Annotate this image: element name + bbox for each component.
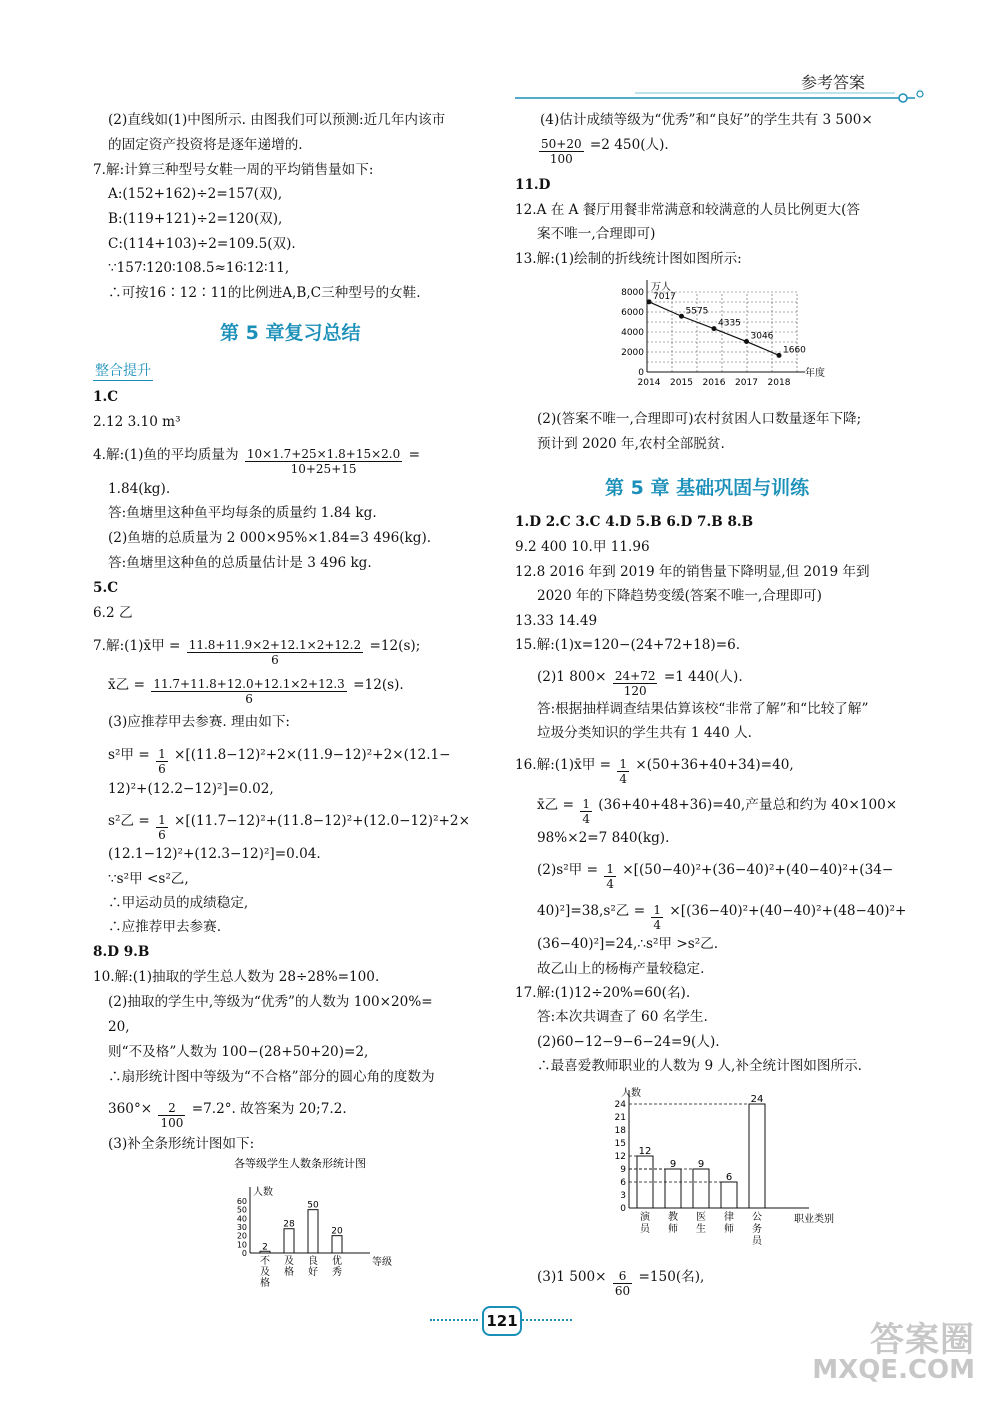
text-line: 1.C	[93, 389, 119, 405]
category-label: 律	[724, 1212, 734, 1223]
x-tick-label: 2018	[767, 378, 791, 388]
text-line: 13.33 14.49	[515, 613, 598, 629]
bar	[332, 1236, 342, 1253]
fraction: $\frac{10\times 1.7+25\times 1.8+15\times 2.0}{10+25+15}$	[246, 447, 401, 476]
text-line: 10.解:(1)抽取的学生总人数为 28÷28%=100.	[93, 969, 380, 985]
formula-line: $\frac{50+20}{100}$ =2 450(人).	[541, 137, 669, 166]
formula-line: 4.解:(1)鱼的平均质量为 $\frac{10\times 1.7+25\times 1.8+15\times 2.0}{10+25+15}$ =	[93, 447, 420, 476]
data-label: 7017	[653, 291, 676, 302]
text-line: 则“不及格”人数为 100−(28+50+20)=2,	[108, 1044, 369, 1060]
text-line: (2)直线如(1)中图所示. 由图我们可以预测:近几年内该市	[108, 112, 446, 128]
fraction: $\frac{1}{4}$	[606, 862, 614, 891]
text-line: 2.12 3.10 m³	[93, 414, 181, 430]
formula-line: s²甲 = $\frac{1}{6}$ ×[(11.8−12)²+2×(11.9−12)²+2×(12.1−	[108, 747, 451, 776]
y-axis-label: 人数	[621, 1088, 641, 1099]
text-line: ∴应推荐甲去参赛.	[108, 919, 222, 935]
category-label: 员	[752, 1236, 762, 1247]
x-tick-label: 2015	[670, 378, 693, 388]
text-line: 案不唯一,合理即可)	[537, 226, 656, 242]
x-axis-label: 年度	[805, 368, 825, 379]
text-line: (36−40)²]=24,∴s²甲 >s²乙.	[537, 936, 719, 952]
data-point	[647, 299, 652, 304]
bar	[749, 1104, 765, 1208]
text-line: 1.84(kg).	[108, 481, 171, 497]
text-line: C:(114+103)÷2=109.5(双).	[108, 236, 296, 252]
category-label: 格	[284, 1267, 294, 1278]
fraction: $\frac{1}{6}$	[158, 747, 166, 776]
fraction: $\frac{1}{4}$	[582, 797, 590, 826]
text-line: B:(119+121)÷2=120(双),	[108, 211, 283, 227]
text-line: 17.解:(1)12÷20%=60(名).	[515, 985, 691, 1001]
header-decoration	[515, 88, 935, 108]
y-tick-label: 0	[620, 1204, 626, 1214]
formula-line: (2)1 800× $\frac{24+72}{120}$ =1 440(人).	[537, 669, 743, 698]
category-label: 及	[284, 1256, 294, 1267]
category-label: 员	[640, 1224, 650, 1235]
y-tick-label: 9	[620, 1165, 626, 1175]
category-label: 演	[640, 1212, 650, 1223]
text-line: 答:根据抽样调查结果估算该校“非常了解”和“比较了解”	[537, 701, 869, 717]
career-bar-chart	[605, 1075, 845, 1255]
chart-title: 各等级学生人数条形统计图	[234, 1157, 366, 1170]
category-label: 生	[696, 1224, 706, 1235]
category-label: 秀	[332, 1267, 342, 1278]
header-title: 参考答案	[800, 73, 865, 92]
text-line: ∴扇形统计图中等级为“不合格”部分的圆心角的度数为	[108, 1069, 435, 1085]
text-line: 预计到 2020 年,农村全部脱贫.	[537, 436, 725, 452]
text-line: (2)鱼塘的总质量为 2 000×95%×1.84=3 496(kg).	[108, 530, 432, 546]
data-label: 20	[331, 1226, 343, 1237]
data-point	[712, 326, 717, 331]
data-label: 1660	[783, 345, 806, 356]
text-line: 的固定资产投资将是逐年递增的.	[108, 137, 303, 153]
text-line: 9.2 400 10.甲 11.96	[515, 539, 650, 555]
text-line: (12.1−12)²+(12.3−12)²]=0.04.	[108, 846, 321, 862]
text-line: 1.D 2.C 3.C 4.D 5.B 6.D 7.B 8.B	[515, 514, 754, 530]
y-tick-label: 3	[620, 1191, 626, 1201]
text-line: (2)(答案不唯一,合理即可)农村贫困人口数量逐年下降;	[537, 411, 862, 427]
text-line: 答:本次共调查了 60 名学生.	[537, 1009, 708, 1025]
data-label: 9	[669, 1159, 677, 1170]
section-title: 第 5 章 基础巩固与训练	[605, 477, 810, 499]
y-axis-label: 人数	[253, 1187, 273, 1198]
footer-dots-left	[430, 1319, 478, 1321]
text-line: 答:鱼塘里这种鱼的总质量估计是 3 496 kg.	[108, 555, 372, 571]
data-label: 28	[283, 1219, 295, 1230]
category-label: 优	[332, 1256, 342, 1267]
text-line: ∵s²甲 <s²乙,	[108, 871, 189, 887]
text-line: ∴最喜爱教师职业的人数为 9 人,补全统计图如图所示.	[537, 1058, 862, 1074]
fraction: $\frac{6}{60}$	[614, 1269, 631, 1298]
data-label: 2	[262, 1242, 268, 1253]
formula-line: x̄乙 = $\frac{11.7+11.8+12.0+12.1\times 2+12.3}{6}$ =12(s).	[108, 677, 404, 706]
x-axis-label: 等级	[372, 1257, 392, 1268]
bar	[308, 1210, 318, 1253]
text-line: 12.8 2016 年到 2019 年的销售量下降明显,但 2019 年到	[515, 564, 870, 580]
y-tick-label: 20	[236, 1231, 247, 1241]
fraction: $\frac{1}{4}$	[653, 903, 662, 932]
text-line: 12.A 在 A 餐厅用餐非常满意和较满意的人员比例更大(答	[515, 202, 860, 218]
y-tick-label: 0	[638, 368, 644, 378]
formula-line: (2)s²甲 = $\frac{1}{4}$ ×[(50−40)²+(36−40)²+(40−40)²+(34−	[537, 862, 894, 891]
text-line: ∴甲运动员的成绩稳定,	[108, 895, 249, 911]
y-tick-label: 60	[236, 1197, 247, 1206]
bar	[693, 1169, 709, 1208]
category-label: 格	[260, 1278, 270, 1289]
category-label: 医	[696, 1212, 706, 1223]
category-label: 好	[308, 1267, 318, 1278]
y-tick-label: 10	[236, 1240, 247, 1250]
text-line: (3)应推荐甲去参赛. 理由如下:	[108, 714, 291, 730]
x-tick-label: 2017	[735, 378, 758, 388]
y-tick-label: 4000	[621, 328, 644, 338]
y-tick-label: 18	[614, 1126, 626, 1136]
formula-line: x̄乙 = $\frac{1}{4}$ (36+40+48+36)=40,产量总和约为 40×100×	[537, 797, 898, 826]
text-line: (3)补全条形统计图如下:	[108, 1136, 255, 1152]
category-label: 师	[724, 1224, 734, 1235]
formula-line: 16.解:(1)x̄甲 = $\frac{1}{4}$ ×(50+36+40+34)=40,	[515, 757, 794, 786]
text-line: 5.C	[93, 580, 119, 596]
footer-dots-right	[522, 1319, 572, 1321]
text-line: 15.解:(1)x=120−(24+72+18)=6.	[515, 637, 741, 653]
fraction: $\frac{2}{100}$	[160, 1101, 184, 1130]
watermark-url: MXQE.COM	[812, 1355, 975, 1385]
data-label: 50	[307, 1200, 319, 1211]
formula-line: 7.解:(1)x̄甲 = $\frac{11.8+11.9\times 2+12.1\times 2+12.2}{6}$ =12(s);	[93, 638, 421, 667]
category-label: 务	[752, 1224, 762, 1235]
text-line: 12)²+(12.2−12)²]=0.02,	[108, 781, 274, 797]
data-label: 24	[750, 1094, 764, 1105]
text-line: ∵157∶120∶108.5≈16∶12∶11,	[108, 260, 290, 276]
section-title: 第 5 章复习总结	[220, 322, 361, 344]
bar	[284, 1229, 294, 1253]
data-label: 9	[697, 1159, 705, 1170]
text-line: (2)60−12−9−6−24=9(人).	[537, 1034, 720, 1050]
y-tick-label: 21	[614, 1113, 626, 1123]
page-number: 121	[482, 1306, 522, 1336]
subsection-heading: 整合提升	[93, 360, 153, 381]
text-line: 11.D	[515, 177, 551, 193]
bar	[665, 1169, 681, 1208]
category-label: 教	[668, 1212, 678, 1223]
data-label: 4335	[718, 318, 741, 329]
fraction: $\frac{1}{6}$	[158, 813, 166, 842]
x-tick-label: 2016	[702, 378, 726, 388]
category-label: 师	[668, 1224, 678, 1235]
fraction: $\frac{1}{4}$	[619, 757, 627, 786]
text-line: 98%×2=7 840(kg).	[537, 830, 670, 846]
y-tick-label: 2000	[621, 348, 644, 358]
text-line: 13.解:(1)绘制的折线统计图如图所示:	[515, 251, 742, 267]
data-label: 12	[638, 1146, 652, 1157]
data-point	[777, 353, 782, 358]
formula-line: (3)1 500× $\frac{6}{60}$ =150(名),	[537, 1269, 705, 1298]
data-label: 3046	[750, 331, 774, 342]
watermark-logo: 答案圈	[870, 1320, 975, 1360]
y-tick-label: 8000	[621, 288, 644, 298]
y-axis-label: 万人	[651, 282, 671, 293]
category-label: 公	[752, 1212, 762, 1223]
data-label: 5575	[685, 306, 709, 317]
text-line: 故乙山上的杨梅产量较稳定.	[537, 961, 705, 977]
text-line: ∴可按16∶12∶11的比例进A,B,C三种型号的女鞋.	[108, 285, 421, 301]
x-tick-label: 2014	[637, 378, 661, 388]
text-line: 2020 年的下降趋势变缓(答案不唯一,合理即可)	[537, 588, 822, 604]
bar	[721, 1182, 737, 1208]
poverty-line-chart	[605, 272, 835, 402]
y-tick-label: 6000	[621, 308, 644, 318]
formula-line: s²乙 = $\frac{1}{6}$ ×[(11.7−12)²+(11.8−12)²+(12.0−12)²+2×	[108, 813, 470, 842]
text-line: 答:鱼塘里这种鱼平均每条的质量约 1.84 kg.	[108, 505, 377, 521]
text-line: 8.D 9.B	[93, 944, 150, 960]
category-label: 不	[260, 1256, 270, 1267]
text-line: (2)抽取的学生中,等级为“优秀”的人数为 100×20%=	[108, 994, 433, 1010]
y-tick-label: 15	[614, 1139, 626, 1149]
fraction: $\frac{24+72}{120}$	[614, 669, 656, 698]
text-line: (4)估计成绩等级为“优秀”和“良好”的学生共有 3 500×	[540, 112, 873, 128]
y-tick-label: 30	[236, 1223, 247, 1232]
text-line: A:(152+162)÷2=157(双),	[108, 186, 283, 202]
y-tick-label: 40	[236, 1214, 247, 1224]
text-line: 7.解:计算三种型号女鞋一周的平均销售量如下:	[93, 162, 374, 178]
data-point	[679, 314, 684, 319]
y-tick-label: 0	[241, 1249, 247, 1258]
grade-bar-chart	[200, 1155, 400, 1295]
x-axis-label: 职业类别	[794, 1214, 834, 1225]
fraction: $\frac{11.8+11.9\times 2+12.1\times 2+12.2}{6}$	[188, 638, 362, 667]
fraction: $\frac{11.7+11.8+12.0+12.1\times 2+12.3}{6}$	[153, 677, 345, 706]
data-point	[744, 339, 749, 344]
data-label: 6	[725, 1172, 733, 1183]
text-line: 垃圾分类知识的学生共有 1 440 人.	[537, 725, 753, 741]
category-label: 及	[260, 1267, 270, 1278]
y-tick-label: 24	[614, 1100, 626, 1110]
y-tick-label: 12	[614, 1152, 626, 1162]
y-tick-label: 50	[236, 1205, 247, 1215]
formula-line: 40)²]=38,s²乙 = $\frac{1}{4}$ ×[(36−40)²+(40−40)²+(48−40)²+	[537, 903, 907, 932]
fraction: $\frac{50+20}{100}$	[541, 137, 582, 166]
category-label: 良	[308, 1256, 318, 1267]
formula-line: 360°× $\frac{2}{100}$ =7.2°. 故答案为 20;7.2.	[108, 1101, 347, 1130]
y-tick-label: 6	[620, 1178, 626, 1188]
text-line: 20,	[108, 1019, 130, 1035]
text-line: 6.2 乙	[93, 605, 133, 621]
